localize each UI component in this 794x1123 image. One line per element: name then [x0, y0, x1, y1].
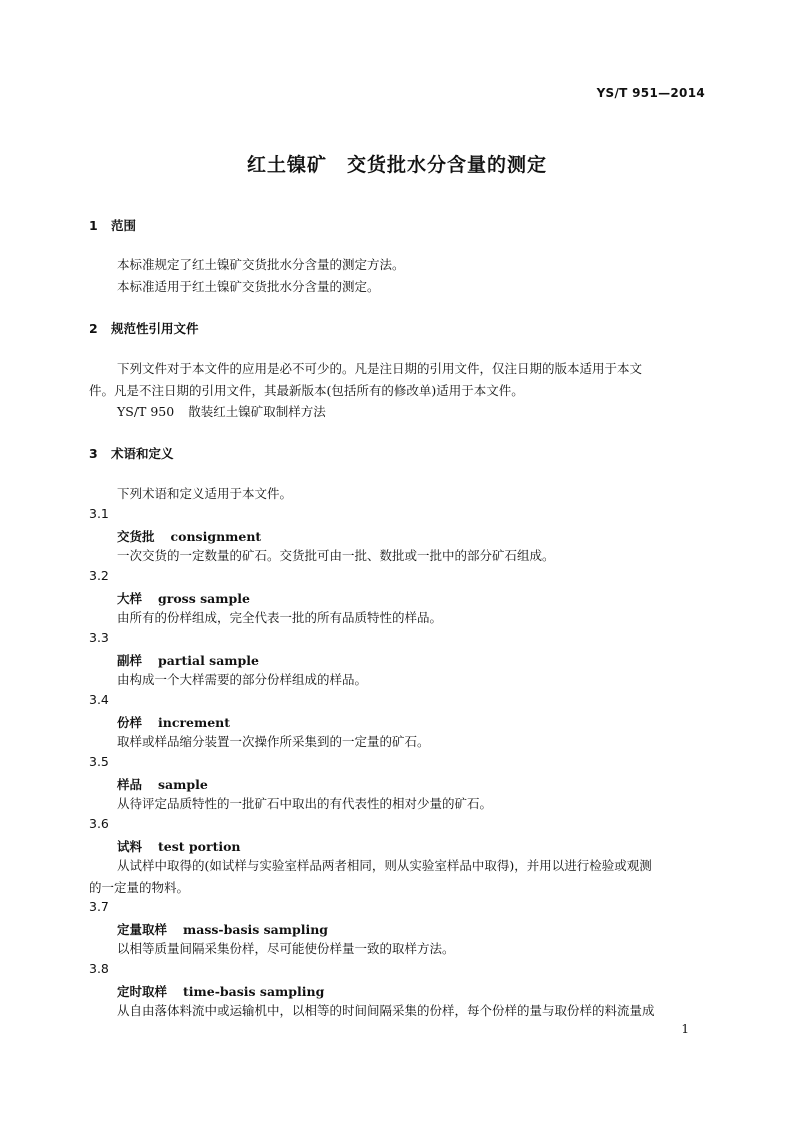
term-definition: 的一定量的物料。: [89, 880, 190, 895]
term-definition: 一次交货的一定数量的矿石。交货批可由一批、数批或一批中的部分矿石组成。: [117, 548, 555, 563]
term-chinese: 试料: [117, 839, 143, 854]
term-number: 3.8: [89, 961, 109, 976]
term-number: 3.6: [89, 816, 109, 831]
paragraph: 本标准规定了红土镍矿交货批水分含量的测定方法。: [117, 257, 405, 272]
term-english: gross sample: [158, 591, 250, 606]
term-definition: 从待评定品质特性的一批矿石中取出的有代表性的相对少量的矿石。: [117, 796, 493, 811]
term-english: consignment: [170, 529, 262, 544]
term-number: 3.5: [89, 754, 109, 769]
document-title: 红土镍矿 交货批水分含量的测定: [246, 154, 547, 176]
term-number: 3.1: [89, 506, 109, 521]
term-chinese: 定量取样: [117, 922, 168, 937]
section-2-heading: [89, 319, 199, 337]
term-number: 3.7: [89, 899, 109, 914]
term-name: [117, 775, 208, 793]
term-english: increment: [158, 715, 231, 730]
term-definition: 以相等质量间隔采集份样，尽可能使份样量一致的取样方法。: [117, 941, 455, 956]
section-title: 范围: [111, 218, 137, 233]
term-name: [117, 527, 261, 545]
reference-code: YS/T 950: [117, 404, 175, 419]
term-chinese: 样品: [117, 777, 143, 792]
term-definition: 由所有的份样组成，完全代表一批的所有品质特性的样品。: [117, 610, 443, 625]
term-definition: 由构成一个大样需要的部分份样组成的样品。: [117, 672, 368, 687]
term-name: [117, 589, 250, 607]
section-number: 2: [89, 321, 98, 336]
term-name: [117, 982, 324, 1000]
term-name: [117, 713, 230, 731]
term-english: mass-basis sampling: [183, 922, 329, 937]
term-chinese: 定时取样: [117, 984, 168, 999]
page-number: 1: [681, 1022, 689, 1036]
term-name: [117, 920, 328, 938]
term-english: partial sample: [158, 653, 259, 668]
term-name: [117, 651, 259, 669]
term-english: sample: [158, 777, 208, 792]
paragraph: 件。凡是不注日期的引用文件，其最新版本(包括所有的修改单)适用于本文件。: [89, 383, 524, 398]
term-definition: 从试样中取得的(如试样与实验室样品两者相同，则从实验室样品中取得)，并用以进行检验或观测: [117, 858, 652, 873]
section-3-heading: [89, 444, 174, 462]
paragraph: 下列文件对于本文件的应用是必不可少的。凡是注日期的引用文件，仅注日期的版本适用于本文: [117, 361, 643, 376]
section-1-heading: [89, 216, 136, 234]
section-title: 术语和定义: [111, 446, 174, 461]
term-number: 3.4: [89, 692, 109, 707]
term-definition: 取样或样品缩分装置一次操作所采集到的一定量的矿石。: [117, 734, 430, 749]
term-chinese: 副样: [117, 653, 143, 668]
term-chinese: 交货批: [117, 529, 155, 544]
section-number: 3: [89, 446, 98, 461]
paragraph: 本标准适用于红土镍矿交货批水分含量的测定。: [117, 279, 380, 294]
term-name: [117, 837, 241, 855]
term-chinese: 大样: [117, 591, 143, 606]
term-definition: 从自由落体料流中或运输机中，以相等的时间间隔采集的份样，每个份样的量与取份样的料流量成: [117, 1003, 655, 1018]
term-chinese: 份样: [117, 715, 143, 730]
paragraph: 下列术语和定义适用于本文件。: [117, 486, 293, 501]
term-english: time-basis sampling: [183, 984, 325, 999]
term-number: 3.3: [89, 630, 109, 645]
reference-title: 散装红土镍矿取制样方法: [188, 404, 326, 419]
standard-code: YS/T 951—2014: [596, 86, 705, 100]
normative-reference: [117, 401, 326, 423]
section-number: 1: [89, 218, 98, 233]
term-english: test portion: [158, 839, 241, 854]
section-title: 规范性引用文件: [111, 321, 199, 336]
term-number: 3.2: [89, 568, 109, 583]
